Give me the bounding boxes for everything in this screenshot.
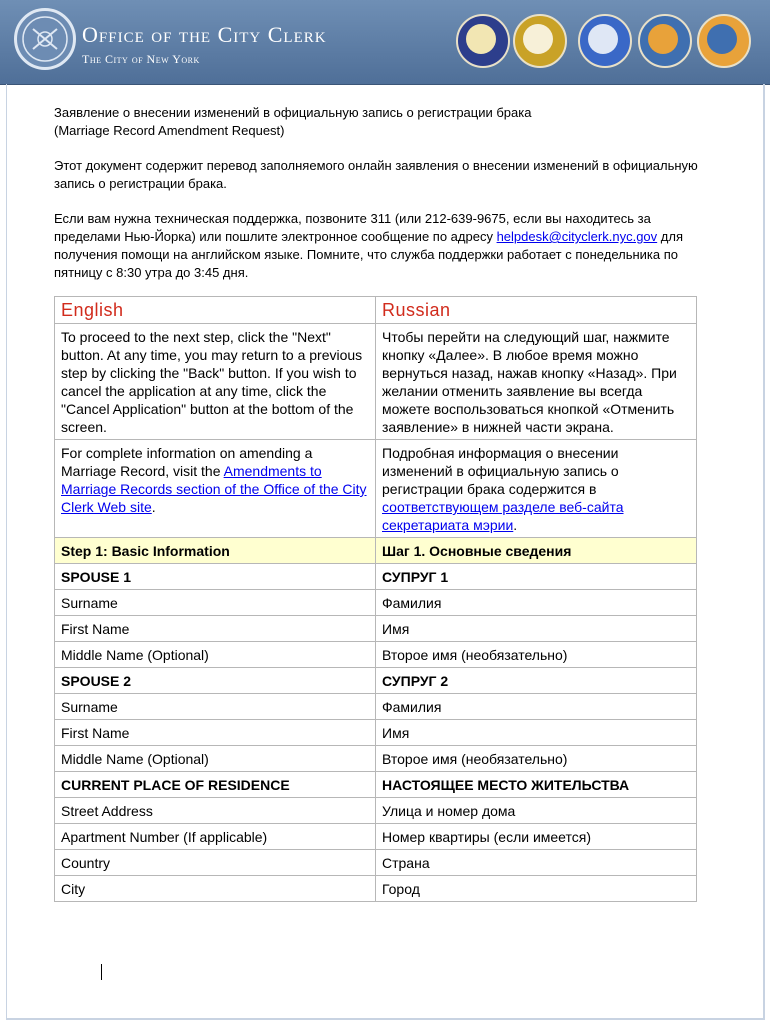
table-row: [55, 746, 697, 772]
step-1-row: [55, 538, 697, 564]
row-ru: Второе имя (необязательно): [376, 746, 697, 772]
table-row: [55, 798, 697, 824]
intro-description: Этот документ содержит перевод заполняемого онлайн заявления о внесении изменений в официальную запись о регистрации брака.: [54, 158, 698, 191]
table-row: [55, 616, 697, 642]
header-russian: [376, 297, 697, 324]
borough-seal-3-icon[interactable]: [578, 14, 632, 68]
row-en: CURRENT PLACE OF RESIDENCE: [55, 772, 376, 798]
row-en: Middle Name (Optional): [55, 746, 376, 772]
step-1-en: Step 1: Basic Information: [55, 538, 376, 564]
row-ru: Улица и номер дома: [376, 798, 697, 824]
row-en: SPOUSE 1: [55, 564, 376, 590]
table-row: [55, 590, 697, 616]
row-en: Surname: [55, 694, 376, 720]
info-en-text: For complete information on amending a Marriage Record, visit the: [61, 445, 313, 479]
row-ru: СУПРУГ 1: [376, 564, 697, 590]
row-en: Middle Name (Optional): [55, 642, 376, 668]
row-ru: Имя: [376, 720, 697, 746]
support-text: Если вам нужна техническая поддержка, позвоните 311 (или 212-639-9675, если вы находитесь за пределами Нью-Йорка) или пошлите электронное сообщение по адресу: [54, 211, 651, 244]
step-1-ru: Шаг 1. Основные сведения: [376, 538, 697, 564]
row-en: SPOUSE 2: [55, 668, 376, 694]
row-en: Country: [55, 850, 376, 876]
instructions-en: To proceed to the next step, click the "Next" button. At any time, you may return to a previous step by clicking the "Back" button. If you wish to cancel the application at any time, click the "Cancel Application" button at the bottom of the screen.: [55, 324, 376, 440]
borough-seal-4-icon[interactable]: [638, 14, 692, 68]
support-text-after: для получения помощи на английском языке. Помните, что служба поддержки работает с понедельника по пятницу с 8:30 утра до 3:45 дня.: [54, 229, 683, 280]
instructions-ru-cell: [376, 324, 697, 440]
translation-table: [54, 296, 697, 902]
table-row: [55, 642, 697, 668]
row-ru: Фамилия: [376, 694, 697, 720]
row-ru: СУПРУГ 2: [376, 668, 697, 694]
row-en: First Name: [55, 720, 376, 746]
header-subtitle: The City of New York: [82, 52, 200, 66]
row-en: First Name: [55, 616, 376, 642]
info-en-period: .: [151, 499, 156, 515]
row-en: Apartment Number (If applicable): [55, 824, 376, 850]
amendments-link-ru[interactable]: соответствующем разделе веб-сайта секретариата мэрии: [382, 499, 624, 533]
info-en: [55, 440, 376, 538]
table-row: [55, 824, 697, 850]
row-en: City: [55, 876, 376, 902]
text-cursor: [101, 964, 102, 980]
info-row: [55, 440, 697, 538]
amendments-link-en[interactable]: Amendments to Marriage Records section of the Office of the City Clerk Web site: [61, 463, 367, 515]
header-english: [55, 297, 376, 324]
row-ru: Имя: [376, 616, 697, 642]
intro-title: [54, 104, 714, 140]
table-row: [55, 694, 697, 720]
row-ru: Город: [376, 876, 697, 902]
row-ru: Второе имя (необязательно): [376, 642, 697, 668]
row-ru: Страна: [376, 850, 697, 876]
site-header: [0, 0, 770, 85]
row-en: Surname: [55, 590, 376, 616]
header-russian-label: Russian: [382, 300, 451, 320]
row-ru: Номер квартиры (если имеется): [376, 824, 697, 850]
intro-title-en: (Marriage Record Amendment Request): [54, 123, 285, 138]
table-header-row: [55, 297, 697, 324]
row-en: Street Address: [55, 798, 376, 824]
table-row: [55, 772, 697, 798]
instructions-row: [55, 324, 697, 440]
helpdesk-email-link[interactable]: helpdesk@cityclerk.nyc.gov: [496, 229, 658, 244]
table-row: [55, 668, 697, 694]
table-row: [55, 876, 697, 902]
borough-seal-5-icon[interactable]: [697, 14, 751, 68]
table-row: [55, 564, 697, 590]
borough-seal-2-icon[interactable]: [513, 14, 567, 68]
city-clerk-seal-icon: [14, 8, 76, 70]
instructions-ru: Чтобы перейти на следующий шаг, нажмите кнопку «Далее». В любое время можно вернуться назад, нажав кнопку «Назад». При желании отменить заявление вы всегда можете воспользоваться кнопкой «Отменить заявление» в нижней части экрана.: [382, 329, 677, 435]
table-row: [55, 720, 697, 746]
row-ru: НАСТОЯЩЕЕ МЕСТО ЖИТЕЛЬСТВА: [376, 772, 697, 798]
info-ru: [376, 440, 697, 538]
header-title: Office of the City Clerk: [82, 22, 327, 47]
header-english-label: English: [61, 300, 124, 320]
info-ru-period: .: [513, 517, 518, 533]
borough-seal-1-icon[interactable]: [456, 14, 510, 68]
table-row: [55, 850, 697, 876]
intro-title-ru: Заявление о внесении изменений в официальную запись о регистрации брака: [54, 105, 532, 120]
info-ru-text: Подробная информация о внесении изменений в официальную запись о регистрации брака содержится в: [382, 445, 619, 497]
support-paragraph: [54, 210, 714, 282]
row-ru: Фамилия: [376, 590, 697, 616]
